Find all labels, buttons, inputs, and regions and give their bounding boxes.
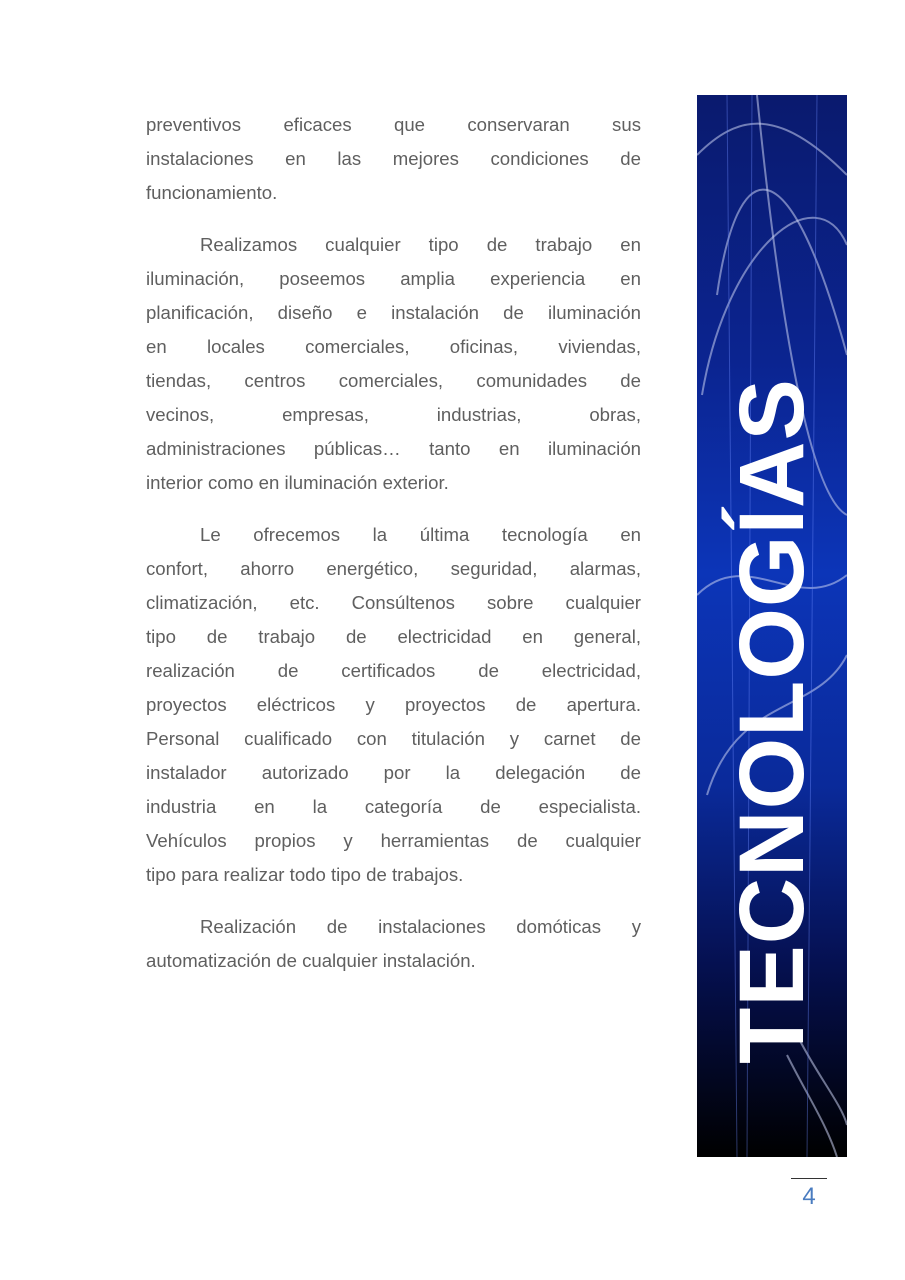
text-line: iluminación, poseemos amplia experiencia en [146,268,641,289]
text-line: Le ofrecemos la última tecnología en [200,524,641,545]
text-line: en locales comerciales, oficinas, viviendas, [146,336,641,357]
text-line: realización de certificados de electricidad, [146,660,641,681]
text-line: proyectos eléctricos y proyectos de apertura. [146,694,641,715]
text-line: tipo para realizar todo tipo de trabajos. [146,864,464,885]
banner-title: TECNOLOGÍAS [721,378,823,1064]
text-line: planificación, diseño e instalación de iluminación [146,302,641,323]
text-line: confort, ahorro energético, seguridad, alarmas, [146,558,641,579]
text-line: Realización de instalaciones domóticas y [200,916,641,937]
text-line: climatización, etc. Consúltenos sobre cualquier [146,592,641,613]
text-line: industria en la categoría de especialista. [146,796,641,817]
text-line: instalador autorizado por la delegación de [146,762,641,783]
text-line: instalaciones en las mejores condiciones de [146,148,641,169]
paragraph [146,518,641,892]
paragraph [146,108,641,210]
page-number-rule [791,1178,827,1179]
side-banner-image [697,95,847,1157]
text-line: preventivos eficaces que conservaran sus [146,114,641,135]
text-line: tipo de trabajo de electricidad en general, [146,626,641,647]
text-line: automatización de cualquier instalación. [146,950,476,971]
paragraph [146,910,641,978]
text-line: Realizamos cualquier tipo de trabajo en [200,234,641,255]
text-line: Personal cualificado con titulación y carnet de [146,728,641,749]
page-number: 4 [802,1183,816,1210]
text-line: interior como en iluminación exterior. [146,472,449,493]
paragraph [146,228,641,500]
text-line: tiendas, centros comerciales, comunidades de [146,370,641,391]
text-line: vecinos, empresas, industrias, obras, [146,404,641,425]
text-line: Vehículos propios y herramientas de cualquier [146,830,641,851]
body-text [146,108,641,996]
text-line: funcionamiento. [146,182,278,203]
text-line: administraciones públicas… tanto en iluminación [146,438,641,459]
